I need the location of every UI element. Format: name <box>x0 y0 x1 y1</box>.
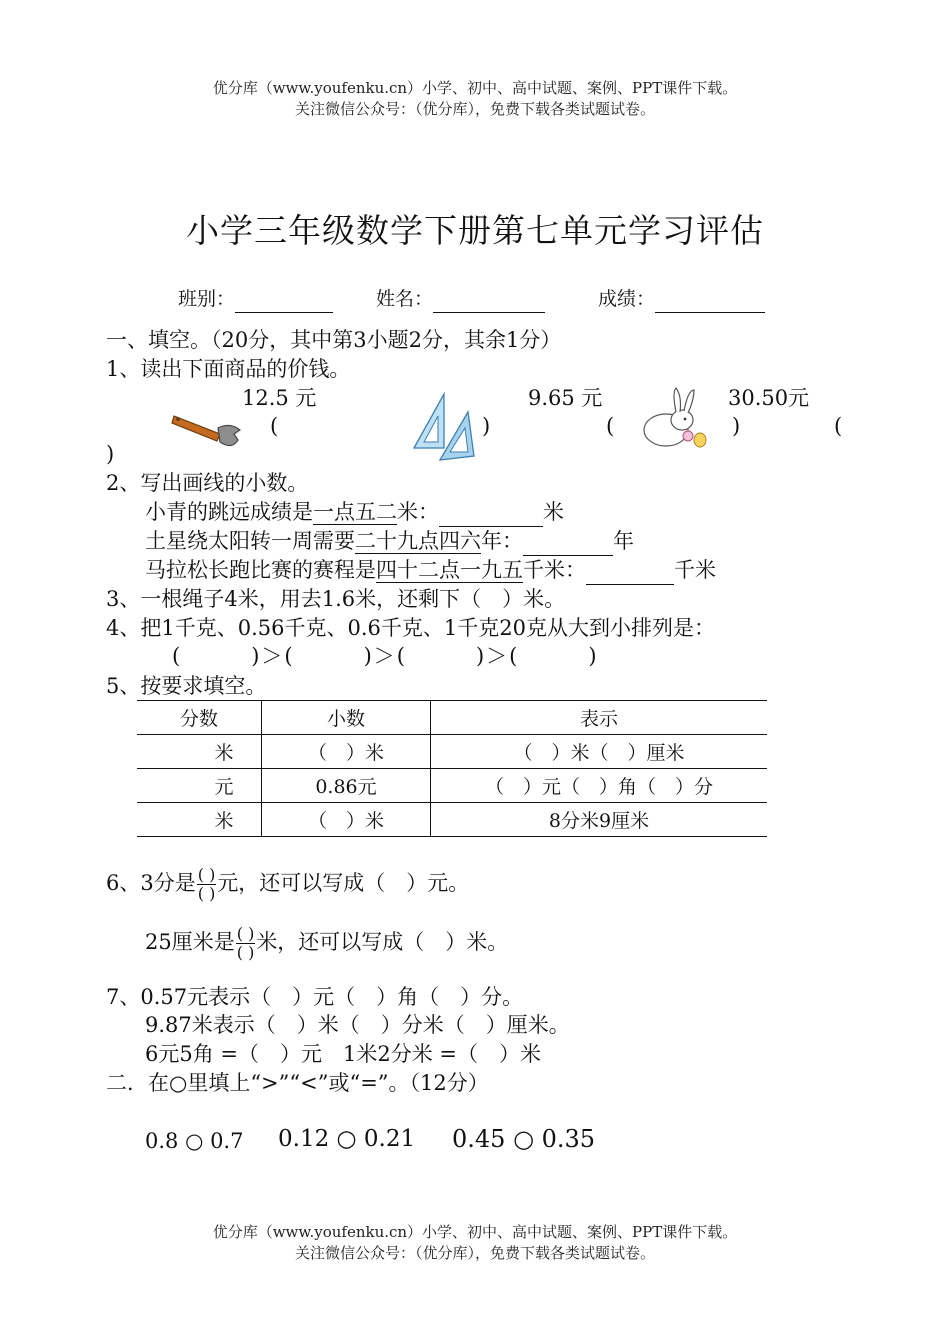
score-field <box>598 285 765 313</box>
footer-line-1: 优分库（www.youfenku.cn）小学、初中、高中试题、案例、PPT课件下载。 <box>212 1223 738 1241</box>
compare-item[interactable]: 0.12 ○ 0.21 <box>278 1126 416 1152</box>
q2-b-suffix: 年： <box>481 529 523 553</box>
name-label: 姓名： <box>376 288 434 310</box>
q4-text: 4、把1千克、0.56千克、0.6千克、1千克20克从大到小排列是： <box>106 616 715 640</box>
q2-b-blank[interactable] <box>523 533 613 556</box>
class-blank[interactable] <box>235 290 333 313</box>
price-rabbit: 30.50元 <box>728 386 810 410</box>
paren-3-open[interactable]: ( <box>834 414 843 438</box>
q2-a-prefix: 小青的跳远成绩是 <box>145 500 313 524</box>
q5-text: 5、按要求填空。 <box>106 674 267 698</box>
q6-b-suffix: 米，还可以写成（ ）米。 <box>256 930 509 954</box>
table-cell[interactable]: 米 <box>137 803 262 837</box>
compare-item[interactable]: 0.45 ○ 0.35 <box>452 1125 596 1153</box>
table-header-row <box>137 701 767 735</box>
fraction-denominator: ( ) <box>197 884 216 903</box>
q6-line-b <box>145 925 508 962</box>
table-header: 小数 <box>262 701 431 735</box>
q6-line-a <box>106 866 469 903</box>
q2-line-c <box>145 556 716 585</box>
q7-line-a: 7、0.57元表示（ ）元（ ）角（ ）分。 <box>106 985 524 1009</box>
q2-c-underlined: 四十二点一九五 <box>376 558 523 582</box>
table-cell[interactable]: （ ）米 <box>262 803 431 837</box>
header-line-2: 关注微信公众号：（优分库），免费下载各类试题试卷。 <box>294 100 655 118</box>
table-row <box>137 769 767 803</box>
table-row <box>137 735 767 769</box>
class-field <box>178 285 333 313</box>
q6-a-fraction[interactable] <box>197 866 217 903</box>
q3-text: 3、一根绳子4米，用去1.6米，还剩下（ ）米。 <box>106 587 566 611</box>
table-cell: 0.86元 <box>262 769 431 803</box>
wrench-icon <box>170 408 246 452</box>
paren-1-open[interactable]: ( <box>270 414 279 438</box>
table-header: 表示 <box>431 701 768 735</box>
q2-a-underlined: 一点五二 <box>313 500 397 524</box>
price-set-squares: 9.65 元 <box>528 386 603 410</box>
q6-a-prefix: 6、3分是 <box>106 871 196 895</box>
q7-line-b: 9.87米表示（ ）米（ ）分米（ ）厘米。 <box>145 1013 570 1037</box>
score-blank[interactable] <box>655 290 765 313</box>
section-2-heading: 二．在○里填上“>”“<”或“=”。（12分） <box>106 1071 489 1095</box>
q2-c-suffix: 千米： <box>523 558 586 582</box>
score-label: 成绩： <box>598 288 656 310</box>
q2-b-unit: 年 <box>613 529 634 553</box>
q2-text: 2、写出画线的小数。 <box>106 471 309 495</box>
q6-b-prefix: 25厘米是 <box>145 930 235 954</box>
q2-b-prefix: 土星绕太阳转一周需要 <box>145 529 355 553</box>
q5-table <box>137 700 767 837</box>
table-cell[interactable]: 元 <box>137 769 262 803</box>
table-cell: 8分米9厘米 <box>431 803 768 837</box>
q2-c-prefix: 马拉松长跑比赛的赛程是 <box>145 558 376 582</box>
q2-a-blank[interactable] <box>439 504 543 527</box>
fraction-numerator: ( ) <box>197 865 216 884</box>
name-field <box>376 285 545 313</box>
table-header: 分数 <box>137 701 262 735</box>
q2-c-blank[interactable] <box>586 562 674 585</box>
table-cell[interactable]: （ ）元（ ）角（ ）分 <box>431 769 768 803</box>
paren-1-close[interactable]: ) <box>482 414 491 438</box>
paren-2-open[interactable]: ( <box>606 414 615 438</box>
name-blank[interactable] <box>433 290 545 313</box>
q2-c-unit: 千米 <box>674 558 716 582</box>
fraction-denominator: ( ) <box>236 943 255 962</box>
paren-3-close[interactable]: ) <box>106 442 115 466</box>
set-square-icon <box>410 392 478 462</box>
table-cell[interactable]: （ ）米 <box>262 735 431 769</box>
table-cell[interactable]: 米 <box>137 735 262 769</box>
rabbit-icon <box>636 386 714 452</box>
footer-line-2: 关注微信公众号：（优分库），免费下载各类试题试卷。 <box>294 1244 655 1262</box>
q2-line-b <box>145 527 634 556</box>
paren-2-close[interactable]: ) <box>732 414 741 438</box>
q2-a-suffix: 米： <box>397 500 439 524</box>
section-1-heading: 一、填空。（20分，其中第3小题2分，其余1分） <box>106 328 562 352</box>
q6-a-suffix: 元，还可以写成（ ）元。 <box>217 871 470 895</box>
class-label: 班别： <box>178 288 236 310</box>
q6-b-fraction[interactable] <box>236 925 256 962</box>
header-line-1: 优分库（www.youfenku.cn）小学、初中、高中试题、案例、PPT课件下载。 <box>212 79 738 97</box>
q2-a-unit: 米 <box>543 500 564 524</box>
page-title: 小学三年级数学下册第七单元学习评估 <box>186 211 764 250</box>
fraction-numerator: ( ) <box>236 924 255 943</box>
table-cell[interactable]: （ ）米（ ）厘米 <box>431 735 768 769</box>
q2-line-a <box>145 498 564 527</box>
q4-blanks[interactable]: ( )＞( )＞( )＞( ) <box>172 644 599 668</box>
table-row <box>137 803 767 837</box>
price-wrench: 12.5 元 <box>242 386 317 410</box>
compare-item[interactable]: 0.8 ○ 0.7 <box>145 1129 244 1153</box>
q2-b-underlined: 二十九点四六 <box>355 529 481 553</box>
q7-line-c: 6元5角 =（ ）元 1米2分米 =（ ）米 <box>145 1042 541 1066</box>
q1-text: 1、读出下面商品的价钱。 <box>106 357 351 381</box>
